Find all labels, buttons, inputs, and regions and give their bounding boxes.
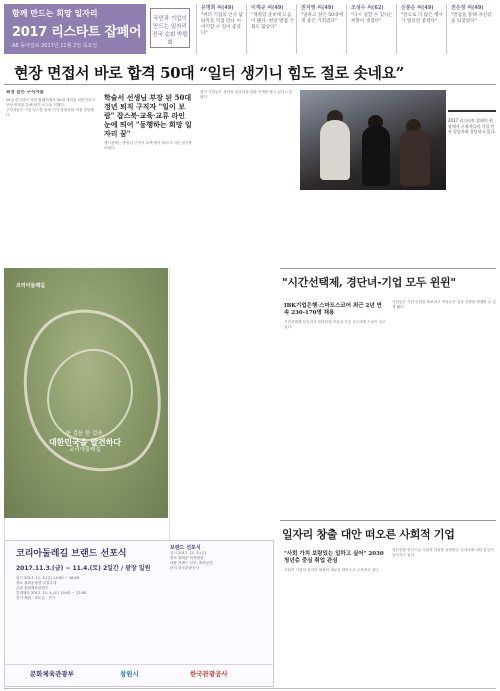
ad-brand-logo: 코리아둘레길 [16,283,45,289]
job-fair-photo [300,90,446,190]
quote-name: 유명희 씨(49) [201,5,234,11]
article-subheading: 학술서 선생님 부장 된 50대 정년 퇴직 구직자 "일이 보람" 잡스북·교육·교류 라인 눈에 띄어 "동행하는 희망 일자리 꿈" [104,93,192,138]
quote-box [246,4,294,54]
ad-info-line: 문의 한국관광공사 [170,566,199,570]
quote-box [346,4,394,54]
series-subtitle: 함께 만드는 희망 일자리 [12,9,98,18]
ad-info [170,546,270,571]
ad-program-row: 장소 광화문광장 특설무대 [16,581,57,585]
article-title: 일자리 창출 대안 떠오른 사회적 기업 [282,528,455,541]
article-column [284,300,386,514]
ad-slogan-line: 대한민국을 발견하다 [48,437,122,447]
article-column [104,90,194,262]
quote-name: 권은정 씨(49) [451,5,484,11]
ad-event-title: 코리아둘레길 브랜드 선포식 [16,549,127,559]
article-subtitle: IBK기업은행·스마트스코어 최근 2년 연속 230-170명 채용 [284,303,382,316]
page-info: A8 동아일보 2017년 11월 2일 목요일 [12,43,98,49]
series-title: 2017 리스타트 잡페어 [12,25,142,40]
article-column [392,548,496,684]
quote-text: "다시 일할 수 있다는 희망이 생겼다" [351,13,393,24]
ad-slogan-line: 한 걸음 한 걸음, [65,431,105,437]
series-badge: 국민과 기업이 만드는 일자리 전국 순회 박람회 [150,8,190,48]
body-paragraph: 시간선택제 일자리가 경력단절 여성과 기업 모두에게 도움이 되고 있다. [284,320,386,329]
quote-name: 조성수 씨(62) [351,5,384,11]
article-column [284,548,386,684]
quote-text: "일하고 싶은 50대에게 좋은 기회였다" [301,13,343,24]
caption-bar [448,110,496,112]
main-headline: 현장 면접서 바로 합격 50대 “일터 생기니 힘도 절로 솟네요” [14,64,404,82]
quote-text: "면접을 통해 자신감을 되찾았다" [451,13,492,24]
sponsor-logo: 문화체육관광부 [30,670,74,678]
ad-info-line: 내용 브랜드 선포, 축하공연 [170,561,213,565]
ad-info-line: 장소 광화문 북측광장 [170,556,204,560]
sponsor-logo: 창원시 [120,670,139,678]
quote-text: "여러 기업의 인사 담당자를 직접 만나 이야기할 수 있어 좋았다" [201,13,243,36]
ad-program-row: 부대행사 2017. 11. 4.(토) 10:00 ~ 17:00 [16,591,87,595]
quote-box [396,4,444,54]
body-paragraph: 구직자들은 기업 부스를 돌며 인사 담당자와 직접 상담했다. [6,108,94,117]
divider [4,688,496,689]
quote-name: 신봉순 씨(49) [401,5,434,11]
ad-program-row: 걷기 체험 · 포토존 · 전시 [16,596,56,600]
quote-name: 권지영 씨(49) [301,5,334,11]
body-paragraph: 기업들은 숙련 인력을 확보하고 여성들은 일과 가정을 병행할 수 있게 됐다. [392,300,496,309]
photo-caption: 2017 리스타트 잡페어 현장에서 구직자들이 기업 인사 담당자와 상담하고 있다. [448,118,496,135]
body-paragraph: 행사장에는 중장년 구직자 수백 명이 몰려 뜨거운 열기를 보였다. [104,141,192,150]
ad-slogan-line: 코리아둘레길 [69,447,101,453]
ad-info-title: 브랜드 선포식 [170,545,201,551]
quote-box [296,4,344,54]
body-paragraph: 26일 한국에서 열린 잡페어에서 50대 재취업 희망자들이 현장 면접을 통해 합격 소식을 전했다. [6,98,95,107]
quote-text: "앞으로 더 많은 행사가 열리면 좋겠다" [401,13,443,24]
article-subtitle: "사회 가치 보람있는 일하고 싶어" 2030 청년층 중심 취업 관심 [284,551,384,564]
ad-event-dates: 2017.11.3.(금) ~ 11.4.(토) 2일간 / 광장 일원 [16,565,151,572]
ad-field-image [4,268,168,518]
series-banner [4,4,146,54]
ad-slogan [30,430,140,454]
quote-box [446,4,494,54]
ad-program [16,576,166,601]
byline: 최정 같은 구직자들 [6,90,44,95]
ad-program-row: 일시 2017. 11. 3.(금) 14:00 ~ 16:00 [16,576,80,580]
divider [280,520,496,521]
ad-info-line: 일시 2017. 11. 3.(금) [170,551,207,555]
article-column [6,90,98,262]
divider [4,84,496,85]
body-paragraph: 청년층을 중심으로 사회적 가치를 실현하는 일자리에 대한 관심이 높아지고 있다. [392,548,494,557]
divider [280,268,496,269]
article-column [200,90,294,262]
article-column [392,300,496,514]
body-paragraph: 참가 기업들은 경력과 성실함을 갖춘 인재를 찾고 있다고 밝혔다. [200,90,293,99]
quote-text: "재취업 준비에 도움이 됐다. 현장 면접 기회도 많았다" [251,13,294,30]
body-paragraph: 사회적 기업이 일자리 창출의 새로운 대안으로 주목받고 있다. [284,568,380,572]
quote-box [196,4,244,54]
ad-program-row: 주관 문화체육관광부 [16,586,49,590]
quote-name: 이재규 씨(49) [251,5,284,11]
article-title: "시간선택제, 경단녀-기업 모두 윈윈" [282,276,456,289]
sponsor-logo: 한국관광공사 [190,670,228,678]
